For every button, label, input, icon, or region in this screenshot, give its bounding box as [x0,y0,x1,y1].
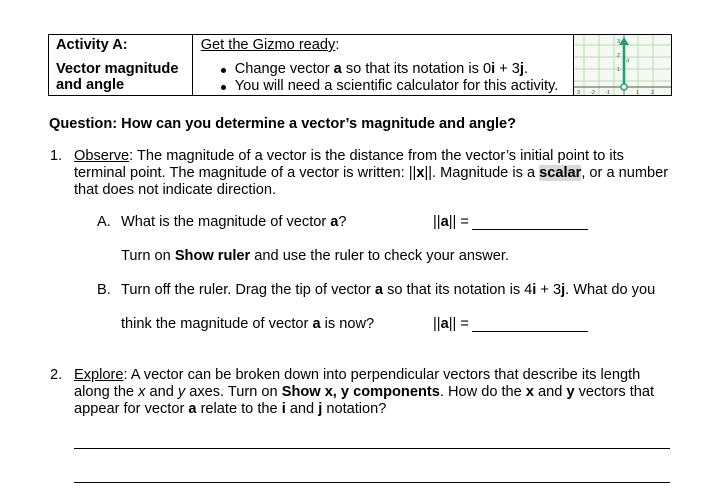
q1b-line2: think the magnitude of vector a is now? [121,316,375,332]
svg-text:2: 2 [616,53,621,59]
bullet-dot [221,85,226,90]
q1-line2: terminal point. The magnitude of a vector is written: ||x||. Magnitude is a scalar, or a number [74,165,669,181]
q2-line2: along the x and y axes. Turn on Show x, y components. How do the x and y vectors that [74,384,655,400]
question-heading: Question: How can you determine a vector’s magnitude and angle? [49,116,517,132]
q2-answer-line-2[interactable] [74,482,670,483]
q2-number: 2. [50,367,63,383]
svg-text:1: 1 [616,67,621,73]
q1a-ruler-instruction: Turn on Show ruler and use the ruler to check your answer. [121,248,510,264]
q1-line3: that does not indicate direction. [74,182,277,198]
bullet-dot [221,68,226,73]
activity-table [48,34,672,96]
q1a-question: What is the magnitude of vector a? [121,214,347,230]
svg-text:-1: -1 [604,90,610,95]
activity-title-cell [49,35,193,96]
gizmo-thumbnail-cell [573,35,671,96]
q1-line1: Observe: The magnitude of a vector is the distance from the vector’s initial point to its [74,148,624,164]
gizmo-prep-cell [192,35,573,96]
q2-answer-line-1[interactable] [74,448,670,449]
q1a-answer-label: ||a|| = [433,214,469,230]
svg-text:3: 3 [616,39,621,45]
prep-bullet-2: You will need a scientific calculator for this activity. [234,78,559,94]
gizmo-thumbnail-graph [574,35,671,95]
activity-label: Activity A: [56,37,128,53]
prep-bullet-1: Change vector a so that its notation is 0i + 3j. [234,61,528,77]
prep-heading: Get the Gizmo ready: [200,37,340,53]
q1a-answer-blank[interactable] [472,229,588,230]
q1b-letter: B. [97,282,111,298]
q2-line3: appear for vector a relate to the i and j notation? [74,401,387,417]
svg-text:1: 1 [635,90,640,95]
vector-label: a [625,58,630,64]
q2-line1: Explore: A vector can be broken down into perpendicular vectors that describe its length [74,367,641,383]
q1-number: 1. [50,148,63,164]
q1b-answer-label: ||a|| = [433,316,469,332]
activity-title-line2: and angle [56,77,125,93]
q1a-letter: A. [97,214,111,230]
svg-text:-2: -2 [589,90,595,95]
q1b-line1: Turn off the ruler. Drag the tip of vector a so that its notation is 4i + 3j. What do you [121,282,656,298]
activity-title-line1: Vector magnitude [56,61,179,77]
q1b-answer-blank[interactable] [472,331,588,332]
svg-text:2: 2 [650,90,655,95]
svg-text:3: 3 [576,90,581,95]
